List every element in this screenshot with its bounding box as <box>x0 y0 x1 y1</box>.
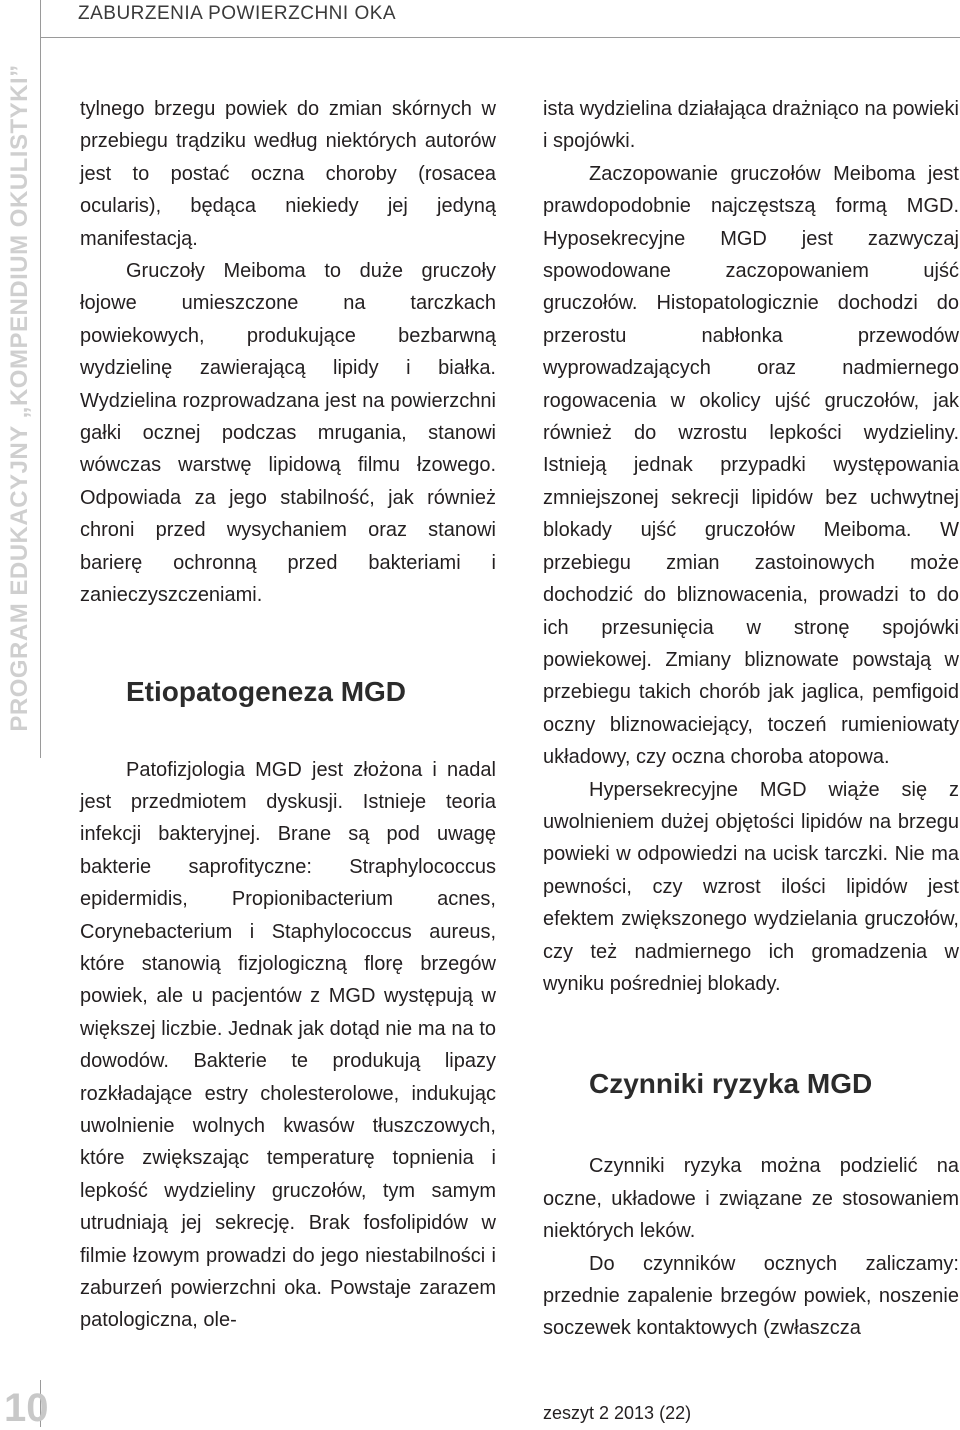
left-column <box>80 93 496 1337</box>
right-column <box>543 93 959 1345</box>
sidebar-label-text: PROGRAM EDUKACYJNY „KOMPENDIUM OKULISTYKI” <box>6 64 33 732</box>
header-divider <box>40 37 960 38</box>
paragraph: Hypersekrecyjne MGD wiąże się z uwolnieniem dużej objętości lipidów na brzegu powieki w odpowiedzi na ucisk tarczki. Nie ma pewności, czy wzrost ilości lipidów jest efektem zwiększonego wydzielania gruczołów, czy też nadmiernego ich gromadzenia w wyniku pośredniej blokady. <box>543 778 959 995</box>
paragraph: Gruczoły Meiboma to duże gruczoły łojowe umieszczone na tarczkach powiekowych, produkujące bezbarwną wydzielinę zawierającą lipidy i białka. Wydzielina rozprowadzana jest na powierzchni gałki ocznej podczas mrugania, stanowi wówczas warstwę lipidową filmu łzowego. Odpowiada za jego stabilność, jak również chroni przed wysychaniem oraz stanowi barierę ochronną przed bakteriami i zanieczyszczeniami. <box>80 260 496 607</box>
paragraph: tylnego brzegu powiek do zmian skórnych w przebiegu trądziku według niektórych autorów jest to postać oczna choroby (rosacea ocularis), będąca niekiedy jej jedyną manifestacją. <box>80 98 496 250</box>
page-number: 10 <box>4 1386 49 1430</box>
paragraph: Do czynników ocznych zaliczamy: przednie zapalenie brzegów powiek, noszenie soczewek kontaktowych (zwłaszcza <box>543 1252 959 1340</box>
paragraph: Zaczopowanie gruczołów Meiboma jest prawdopodobnie najczęstszą formą MGD. Hyposekrecyjne MGD jest zazwyczaj spowodowane zaczopowaniem ujść gruczołów. Histopatologicznie dochodzi do przerostu nabłonka przewodów wyprowadzających oraz nadmiernego rogowacenia w okolicy ujść gruczołów, jak również do wzrostu lepkości wydzieliny. Istnieją jednak przypadki występowania zmniejszonej sekrecji lipidów bez uchwytnej blokady ujść gruczołów Meiboma. W przebiegu zmian zastoinowych może dochodzić do bliznowacenia, prowadzi to do ich przesunięcia w stronę spojówki powiekowej. Zmiany bliznowate powstają w przebiegu takich chorób jak jaglica, pemfigoid oczny bliznowaciejący, toczeń rumieniowaty układowy, czy oczna choroba atopowa. <box>543 162 959 769</box>
running-header: ZABURZENIA POWIERZCHNI OKA <box>78 3 397 24</box>
issue-footer: zeszyt 2 2013 (22) <box>543 1403 692 1423</box>
paragraph: Czynniki ryzyka można podzielić na oczne, układowe i związane ze stosowaniem niektórych leków. <box>543 1155 959 1243</box>
section-heading: Etiopatogeneza MGD <box>126 675 407 707</box>
paragraph: Patofizjologia MGD jest złożona i nadal jest przedmiotem dyskusji. Istnieje teoria infekcji bakteryjnej. Brane są pod uwagę bakterie saprofityczne: Straphylococcus epidermidis, Propionibacterium acnes, Corynebacterium i Staphylococcus aureus, które stanowią fizjologiczną florę brzegów powiek, ale u pacjentów z MGD występują w większej liczbie. Jednak jak dotąd nie ma na to dowodów. Bakterie te produkują lipazy rozkładające estry cholesterolowe, indukując uwolnienie wolnych kwasów tłuszczowych, które zwiększając temperaturę topnienia i lepkość wydzieliny gruczołów, tym samym utrudniają jej sekrecję. Brak fosfolipidów w filmie łzowym prowadzi do jego niestabilności i zaburzeń powierzchni oka. Powstaje zarazem patologiczna, ole- <box>80 758 496 1332</box>
paragraph: ista wydzielina działająca drażniąco na powieki i spojówki. <box>543 98 959 153</box>
margin-divider <box>40 0 41 758</box>
section-heading: Czynniki ryzyka MGD <box>589 1068 873 1100</box>
